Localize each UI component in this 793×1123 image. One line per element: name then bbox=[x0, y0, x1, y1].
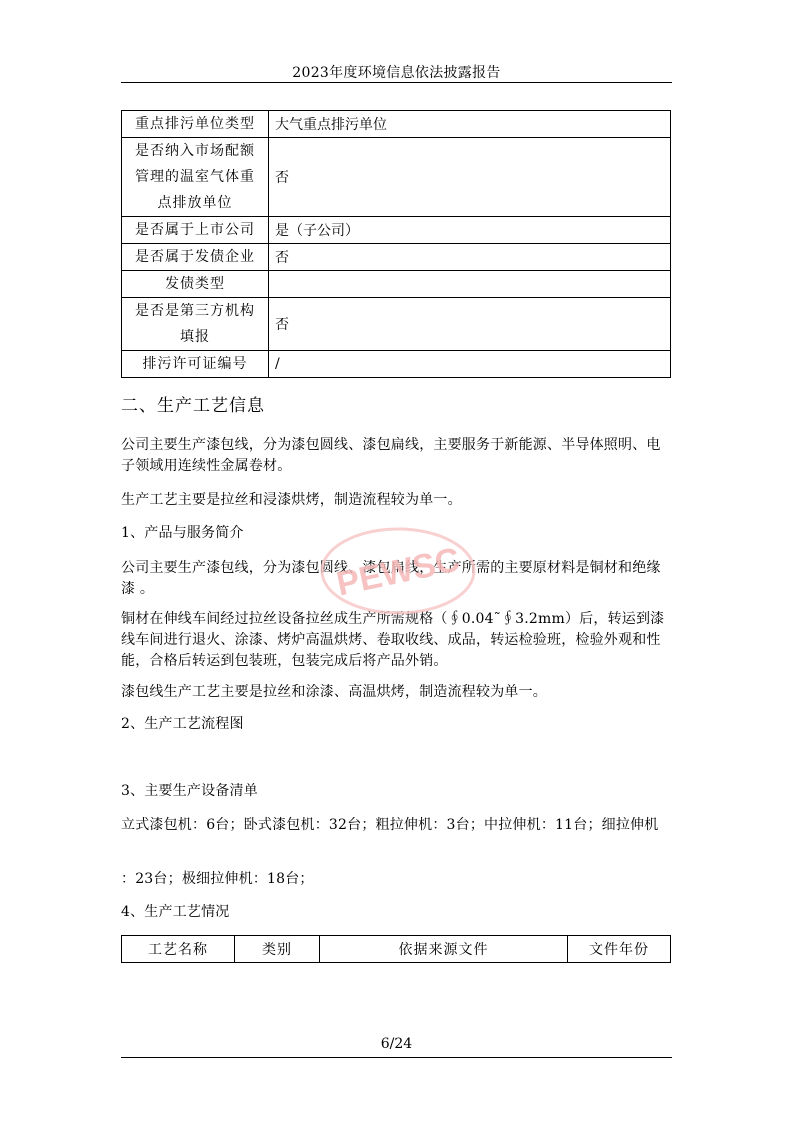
intro-paragraph: 生产工艺主要是拉丝和浸漆烘烤，制造流程较为单一。 bbox=[121, 492, 462, 508]
footer-divider bbox=[121, 1057, 672, 1058]
table-value-cell: 否 bbox=[269, 298, 671, 351]
table-value-cell: 否 bbox=[269, 244, 671, 271]
subsection-title: 1、产品与服务简介 bbox=[121, 525, 244, 541]
subsection-title: 2、生产工艺流程图 bbox=[121, 716, 244, 732]
body-paragraph: ：23台；极细拉伸机：18台； bbox=[121, 871, 314, 887]
table-key-cell: 排污许可证编号 bbox=[122, 351, 269, 378]
table-row bbox=[122, 111, 671, 138]
header-divider bbox=[121, 82, 672, 83]
table-header-row bbox=[122, 936, 671, 963]
process-table bbox=[121, 935, 671, 963]
intro-paragraph: 公司主要生产漆包线，分为漆包圆线、漆包扁线，主要服务于新能源、半导体照明、电子领域用连续性金属卷材。 bbox=[121, 437, 661, 474]
table-row bbox=[122, 351, 671, 378]
table-row bbox=[122, 217, 671, 244]
section-heading: 二、生产工艺信息 bbox=[121, 396, 265, 416]
column-header: 类别 bbox=[235, 936, 320, 963]
column-header: 工艺名称 bbox=[122, 936, 235, 963]
table-value-cell: 是（子公司） bbox=[269, 217, 671, 244]
table-row bbox=[122, 244, 671, 271]
table-key-cell: 是否纳入市场配额管理的温室气体重点排放单位 bbox=[122, 138, 269, 217]
page-number: 6/24 bbox=[380, 1036, 413, 1052]
table-row bbox=[122, 298, 671, 351]
body-paragraph: 漆包线生产工艺主要是拉丝和涂漆、高温烘烤，制造流程较为单一。 bbox=[121, 684, 547, 700]
table-row bbox=[122, 138, 671, 217]
body-paragraph: 立式漆包机：6台；卧式漆包机：32台；粗拉伸机：3台；中拉伸机：11台；细拉伸机 bbox=[121, 817, 659, 833]
table-value-cell: 大气重点排污单位 bbox=[269, 111, 671, 138]
table-value-cell: / bbox=[269, 351, 671, 378]
table-row bbox=[122, 271, 671, 298]
body-paragraph: 公司主要生产漆包线，分为漆包圆线、漆包扁线，生产所需的主要原材料是铜材和绝缘漆 。 bbox=[121, 560, 661, 597]
table-key-cell: 是否属于发债企业 bbox=[122, 244, 269, 271]
watermark-text: PEWSC bbox=[333, 540, 464, 604]
table-value-cell: 否 bbox=[269, 138, 671, 217]
column-header: 文件年份 bbox=[568, 936, 671, 963]
table-value-cell bbox=[269, 271, 671, 298]
table-key-cell: 发债类型 bbox=[122, 271, 269, 298]
subsection-title: 4、生产工艺情况 bbox=[121, 904, 230, 920]
table-key-cell: 是否是第三方机构填报 bbox=[122, 298, 269, 351]
page-header-title: 2023年度环境信息依法披露报告 bbox=[292, 65, 501, 81]
table-key-cell: 是否属于上市公司 bbox=[122, 217, 269, 244]
table-key-cell: 重点排污单位类型 bbox=[122, 111, 269, 138]
enterprise-info-table bbox=[121, 110, 671, 378]
body-paragraph: 铜材在伸线车间经过拉丝设备拉丝成生产所需规格（∮0.04˜∮3.2mm）后，转运到漆线车间进行退火、涂漆、烤炉高温烘烤、卷取收线、成品，转运检验班，检验外观和性能，合格后转运到包装班，包装完成后将产品外销。 bbox=[121, 611, 665, 669]
column-header: 依据来源文件 bbox=[320, 936, 568, 963]
subsection-title: 3、主要生产设备清单 bbox=[121, 783, 258, 799]
